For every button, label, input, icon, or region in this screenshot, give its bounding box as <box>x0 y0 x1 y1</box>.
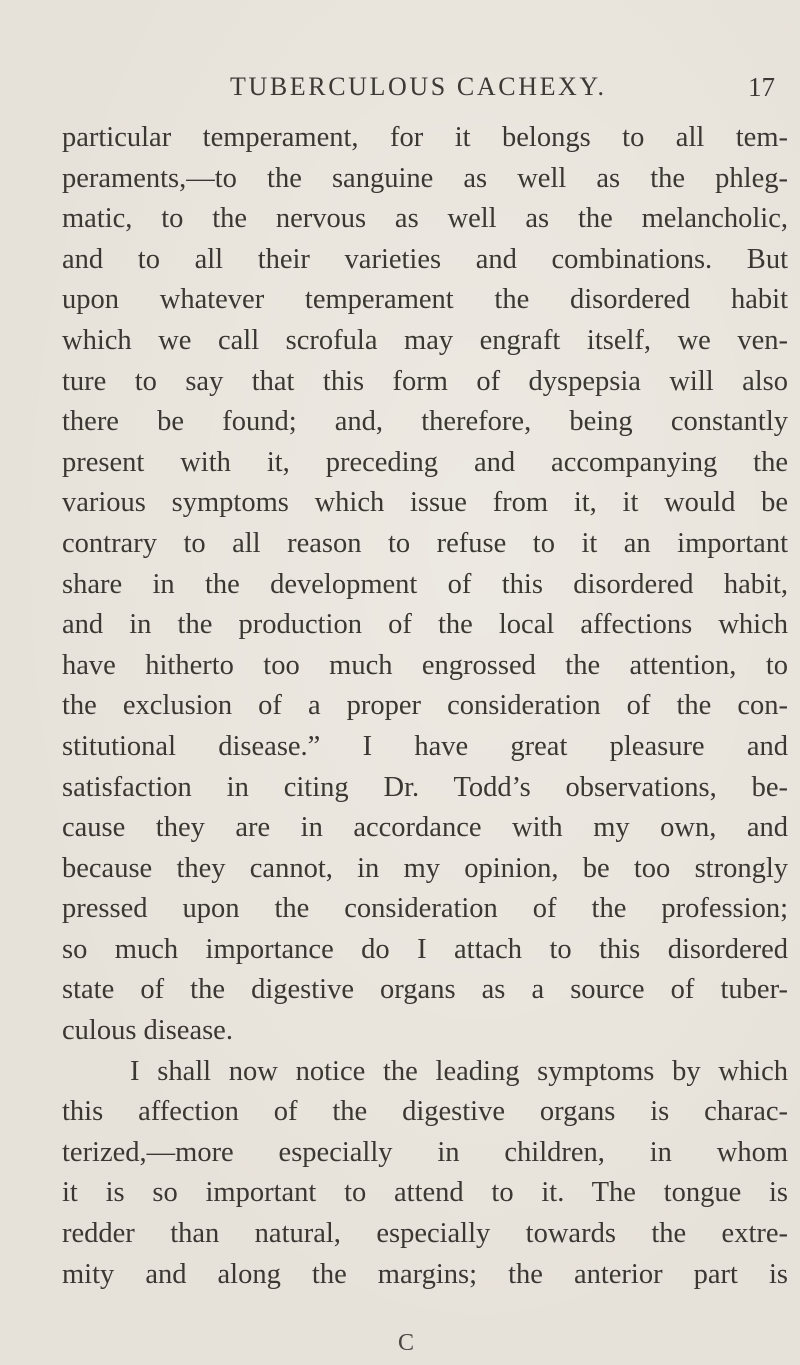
text-line: cause they are in accordance with my own, and <box>62 812 788 844</box>
text-line: pressed upon the consideration of the profession; <box>62 893 788 925</box>
signature-mark: C <box>398 1330 415 1356</box>
running-title: TUBERCULOUS CACHEXY. <box>230 72 607 101</box>
text-line: have hitherto too much engrossed the attention, to <box>62 649 788 681</box>
text-line: and in the production of the local affections which <box>62 609 788 641</box>
text-line: matic, to the nervous as well as the melancholic, <box>62 203 788 235</box>
text-line: so much importance do I attach to this disordered <box>62 933 788 965</box>
text-line: culous disease. <box>62 1015 233 1047</box>
text-line: and to all their varieties and combinations. But <box>62 243 788 275</box>
text-line: share in the development of this disordered habit, <box>62 568 788 600</box>
body-text <box>62 118 788 1295</box>
paragraph-first-line: I shall now notice the leading symptoms by which <box>130 1055 788 1087</box>
text-line: there be found; and, therefore, being constantly <box>62 406 788 438</box>
text-line: ture to say that this form of dyspepsia will also <box>62 365 788 397</box>
text-line: present with it, preceding and accompanying the <box>62 446 788 478</box>
text-line: peraments,—to the sanguine as well as the phleg- <box>62 162 788 194</box>
page-number: 17 <box>748 72 775 102</box>
text-line: terized,—more especially in children, in whom <box>62 1136 788 1168</box>
text-line: mity and along the margins; the anterior part is <box>62 1258 788 1290</box>
text-line: the exclusion of a proper consideration of the con- <box>62 690 788 722</box>
text-line: this affection of the digestive organs is charac- <box>62 1096 788 1128</box>
text-line: satisfaction in citing Dr. Todd’s observations, be- <box>62 771 788 803</box>
text-line: various symptoms which issue from it, it would be <box>62 487 788 519</box>
text-line: contrary to all reason to refuse to it an important <box>62 527 788 559</box>
text-line: redder than natural, especially towards the extre- <box>62 1218 788 1250</box>
text-line: state of the digestive organs as a source of tuber- <box>62 974 788 1006</box>
text-line: particular temperament, for it belongs to all tem- <box>62 122 788 153</box>
running-head <box>0 72 800 112</box>
text-line: which we call scrofula may engraft itself, we ven- <box>62 324 788 356</box>
text-line: because they cannot, in my opinion, be too strongly <box>62 852 788 884</box>
text-line: it is so important to attend to it. The tongue is <box>62 1177 788 1209</box>
text-line: upon whatever temperament the disordered habit <box>62 284 788 316</box>
text-line: stitutional disease.” I have great pleasure and <box>62 730 788 762</box>
